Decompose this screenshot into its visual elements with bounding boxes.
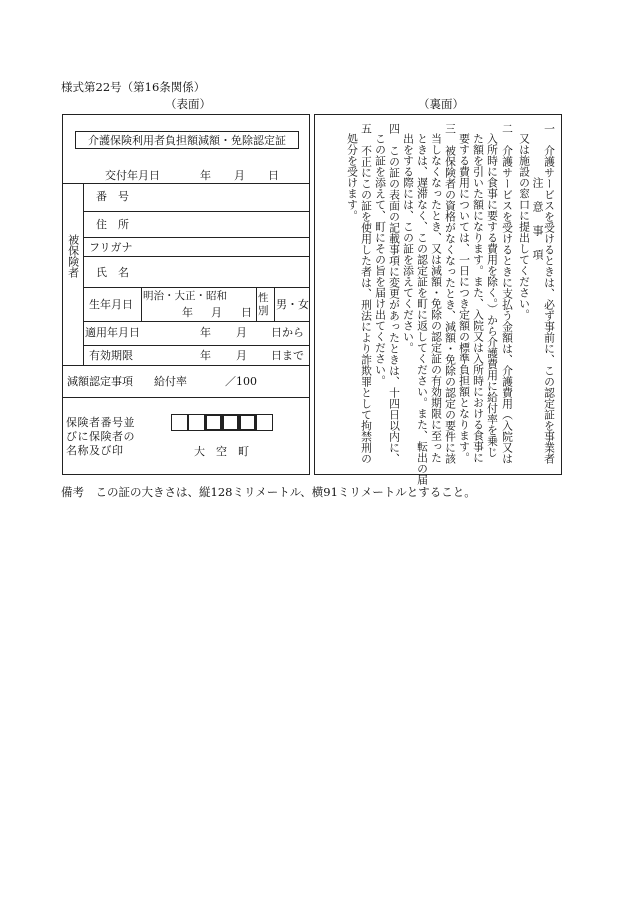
insurer-number-box — [256, 414, 273, 431]
note-line: 四 この証の表面の記載事項に変更があったときは、十四日以内に、 — [388, 123, 401, 464]
note-line: 処分を受けます。 — [346, 133, 359, 221]
applicable-date-label: 適用年月日 — [85, 326, 140, 339]
front-card — [62, 114, 310, 475]
birth-year-unit: 年 — [182, 306, 193, 319]
insurer-number-box — [188, 414, 205, 431]
issue-month-unit: 月 — [234, 169, 245, 182]
form-number-header: 様式第22号（第16条関係） — [61, 80, 206, 94]
era-options: 明治・大正・昭和 — [143, 290, 227, 302]
issue-year-unit: 年 — [200, 169, 211, 182]
applicable-month-unit: 月 — [236, 326, 247, 339]
valid-day-unit: 日まで — [271, 349, 304, 362]
insurer-number-box — [239, 414, 256, 431]
furigana-label: フリガナ — [89, 241, 133, 254]
note-line: 五 不正にこの証を使用した者は、刑法により詐欺罪として拘禁刑の — [360, 123, 373, 464]
note-line: 入所時に食事に要する費用を除く。）から介護費用に給付率を乗じ — [486, 133, 499, 458]
notes-heading: 注 意 事 項 — [531, 177, 544, 261]
sex-label: 性別 — [258, 292, 269, 317]
note-line: 要する費用については、一日につき定額の標準負担額となります。 — [458, 133, 471, 463]
insurer-name: 大 空 町 — [194, 445, 249, 458]
insurer-label: 保険者番号並びに保険者の名称及び印 — [66, 416, 135, 457]
birth-month-unit: 月 — [211, 306, 222, 319]
sex-options: 男・女 — [276, 298, 309, 311]
name-label: 氏 名 — [96, 266, 129, 279]
applicable-day-unit: 日から — [271, 326, 304, 339]
valid-month-unit: 月 — [236, 349, 247, 362]
address-label: 住 所 — [96, 218, 129, 231]
issue-day-unit: 日 — [268, 169, 279, 182]
issue-date-label: 交付年月日 — [105, 169, 160, 182]
benefit-rate-value: ／100 — [225, 375, 257, 388]
back-side-label: （裏面） — [418, 97, 464, 111]
card-title: 介護保険利用者負担額減額・免除認定証 — [75, 131, 299, 149]
note-line: ときは、遅滞なく、この認定証を町に返してください。また、転出の届 — [416, 133, 429, 485]
note-line: この証を添えて、町にその旨を届け出てください。 — [374, 133, 387, 386]
note-line: 当しなくなったとき、又は減額・免除の認定証の有効期限に至った — [430, 133, 443, 463]
insurer-number-boxes — [171, 414, 273, 431]
birth-day-unit: 日 — [241, 306, 252, 319]
note-line: 三 被保険者の資格がなくなったとき、減額・免除の認定の要件に該 — [444, 123, 457, 464]
birthdate-label: 生年月日 — [89, 298, 133, 311]
reduction-items-label: 減額認定事項 — [67, 375, 133, 388]
remarks: 備考 この証の大きさは、縦128ミリメートル、横91ミリメートルとすること。 — [61, 485, 476, 499]
note-line: た額を引いた額になります。また、入院又は入所時における食事に — [472, 133, 485, 463]
note-line: 二 介護サービスを受けるときに支払う金額は、介護費用（入院又は — [501, 123, 514, 464]
applicable-year-unit: 年 — [200, 326, 211, 339]
note-line: 出をする際には、この証を添えてください。 — [402, 133, 415, 353]
back-card — [314, 114, 562, 485]
valid-period-label: 有効期限 — [89, 349, 133, 362]
insurer-number-box — [222, 414, 239, 431]
note-line: 又は施設の窓口に提出してください。 — [518, 133, 531, 320]
note-line: 一 介護サービスを受けるときは、必ず事前に、この認定証を事業者 — [543, 123, 556, 464]
insured-person-label: 被保険者 — [66, 234, 80, 278]
number-label: 番 号 — [96, 190, 129, 203]
insurer-number-box — [171, 414, 188, 431]
front-side-label: （表面） — [165, 97, 211, 111]
benefit-rate-label: 給付率 — [154, 375, 187, 388]
insurer-number-box — [205, 414, 222, 431]
valid-year-unit: 年 — [200, 349, 211, 362]
